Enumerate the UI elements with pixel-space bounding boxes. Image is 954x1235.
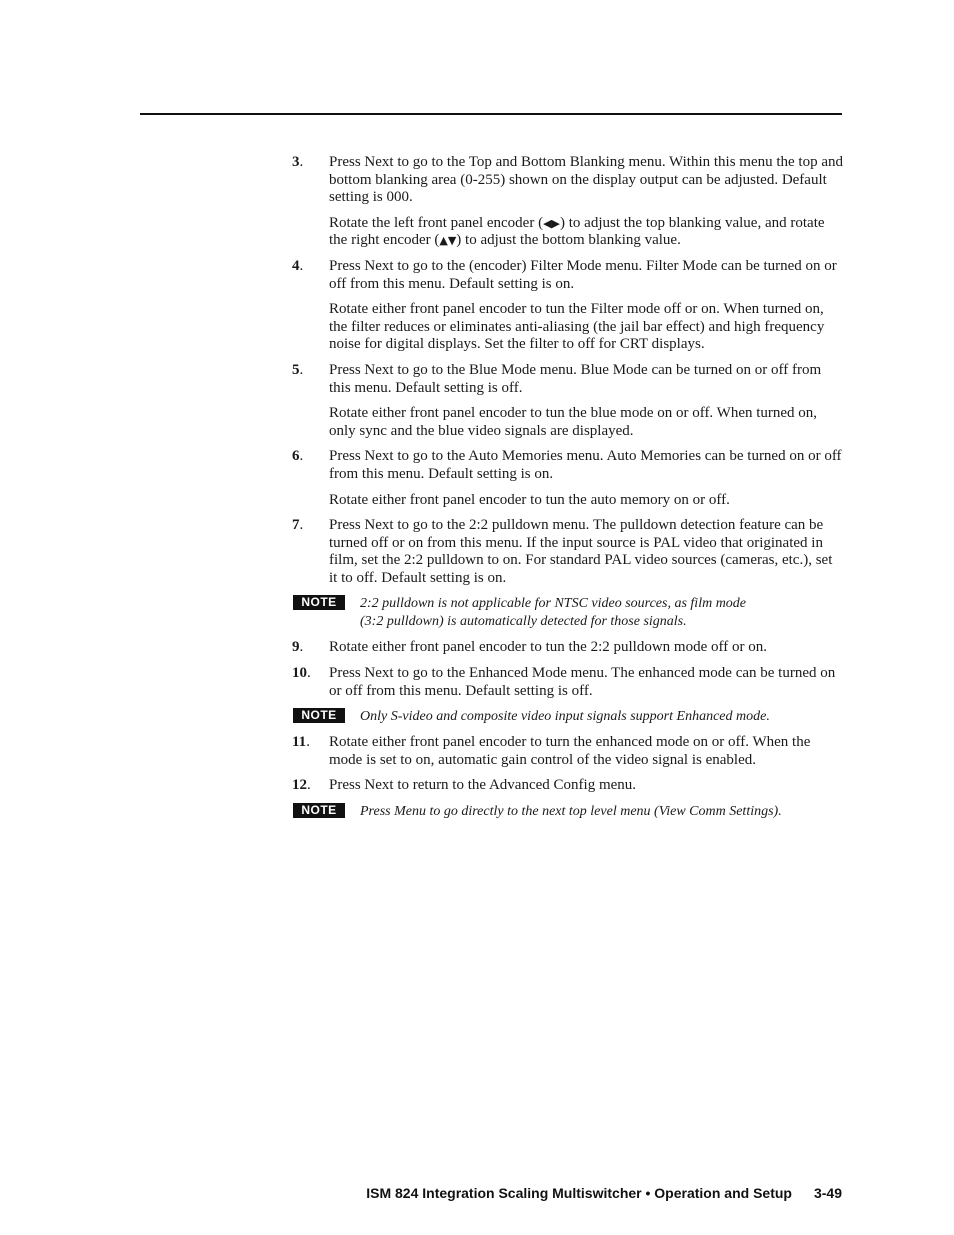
note-badge: NOTE — [293, 595, 345, 610]
step-5 — [292, 362, 844, 397]
step-text: Press Next to go to the Auto Memories menu. Auto Memories can be turned on or off from this menu. Default setting is on. — [329, 448, 842, 482]
note-badge: NOTE — [293, 708, 345, 723]
step-3 — [292, 154, 844, 207]
step-5-detail: Rotate either front panel encoder to tun the blue mode on or off. When turned on, only sync and the blue video signals are displayed. — [329, 405, 818, 439]
step-number: 5. — [292, 361, 304, 378]
step-4-detail: Rotate either front panel encoder to tun the Filter mode off or on. When turned on, the filter reduces or eliminates anti-aliasing (the jail bar effect) and high frequency noise for digital displays. Set the filter to off for CRT displays. — [329, 301, 825, 353]
note-text-line2: (3:2 pulldown) is automatically detected for those signals. — [360, 614, 687, 630]
step-12 — [292, 777, 844, 795]
step-6-detail: Rotate either front panel encoder to tun the auto memory on or off. — [329, 491, 730, 508]
step-9 — [292, 639, 844, 657]
step-text: Press Next to go to the Blue Mode menu. Blue Mode can be turned on or off from this menu. Default setting is off. — [329, 361, 822, 396]
step-text: Press Next to go to the (encoder) Filter Mode menu. Filter Mode can be turned on or off from this menu. Default setting is on. — [329, 257, 837, 292]
note-text: Only S-video and composite video input signals support Enhanced mode. — [360, 709, 770, 725]
step-11 — [292, 734, 844, 769]
step-4 — [292, 258, 844, 293]
note-badge: NOTE — [293, 803, 345, 818]
step-number: 12. — [292, 777, 311, 794]
step-10 — [292, 665, 844, 700]
note-enhanced-mode — [292, 708, 844, 726]
step-number: 7. — [292, 517, 304, 534]
step-text: Press Next to go to the Enhanced Mode menu. The enhanced mode can be turned on or off from this menu. Default setting is off. — [329, 665, 836, 699]
step-7 — [292, 517, 844, 587]
step-6 — [292, 448, 844, 483]
note-menu — [292, 803, 844, 821]
step-3-detail: Rotate the left front panel encoder (◀▶) to adjust the top blanking value, and rotate the right encoder (▲▼) to adjust the bottom blanking value. — [329, 214, 825, 249]
page-footer — [140, 1185, 842, 1201]
step-number: 6. — [292, 448, 304, 465]
header-rule — [140, 113, 842, 115]
footer-title: ISM 824 Integration Scaling Multiswitcher • Operation and Setup — [366, 1185, 792, 1201]
step-text: Rotate either front panel encoder to tun the 2:2 pulldown mode off or on. — [329, 639, 767, 656]
document-body — [292, 154, 844, 829]
step-number: 4. — [292, 257, 304, 274]
step-text: Press Next to go to the Top and Bottom Blanking menu. Within this menu the top and bottom blanking area (0-255) shown on the display output can be adjusted. Default setting is 000. — [329, 154, 844, 206]
step-text: Press Next to return to the Advanced Config menu. — [329, 777, 637, 794]
step-text: Rotate either front panel encoder to turn the enhanced mode on or off. When the mode is set to on, automatic gain control of the video signal is enabled. — [329, 734, 811, 768]
left-right-arrows-icon: ◀▶ — [543, 216, 560, 230]
note-pulldown — [292, 595, 844, 631]
note-text: Press Menu to go directly to the next top level menu (View Comm Settings). — [360, 804, 782, 820]
step-number: 10. — [292, 665, 311, 682]
page-number: 3-49 — [813, 1185, 842, 1201]
up-down-arrows-icon: ▲▼ — [439, 234, 457, 248]
step-number: 11. — [292, 734, 310, 751]
step-number: 3. — [292, 154, 304, 170]
note-text-line1: 2:2 pulldown is not applicable for NTSC video sources, as film mode — [360, 596, 747, 612]
step-number: 9. — [292, 639, 304, 656]
step-text: Press Next to go to the 2:2 pulldown menu. The pulldown detection feature can be turned off or on from this menu. If the input source is PAL video that originated in film, set the 2:2 pulldown to on. For standard PAL video sources (cameras, etc.), set it to off. Default setting is on. — [329, 517, 833, 586]
